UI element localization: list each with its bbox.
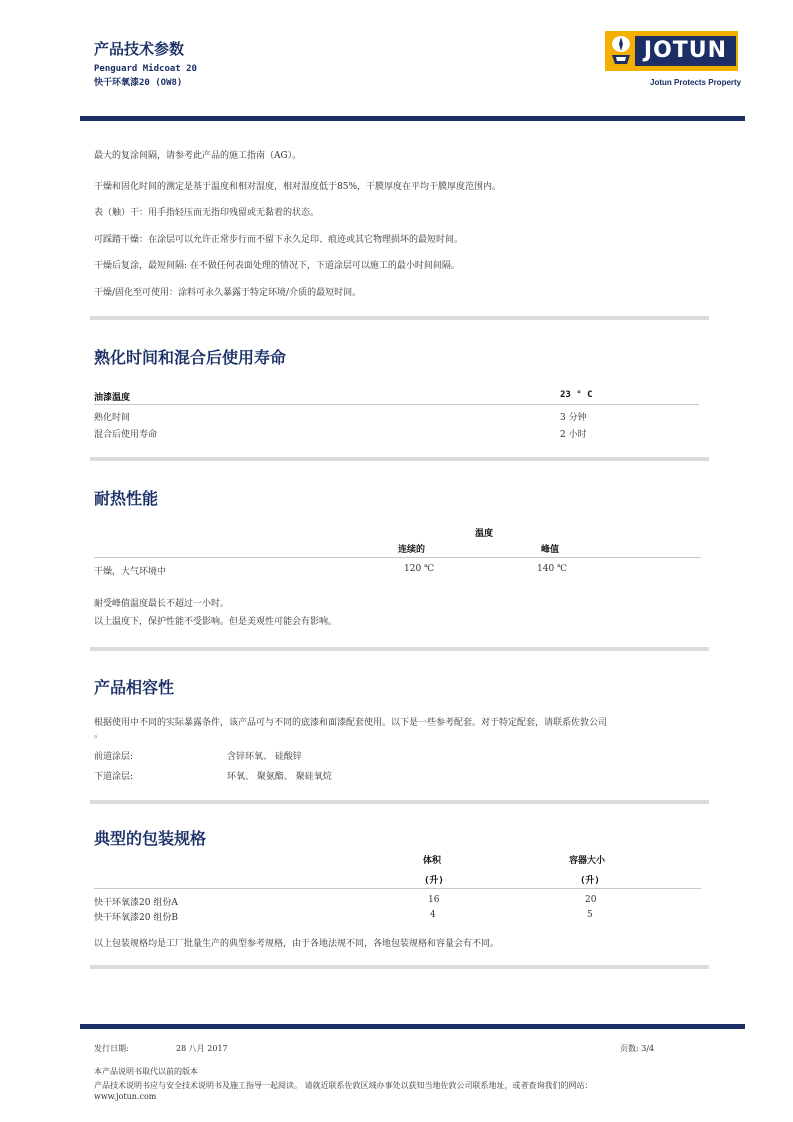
header-divider — [80, 116, 745, 121]
product-name-cn: 快干环氧漆20 (OW8) — [94, 78, 183, 88]
section-separator — [90, 800, 709, 804]
section-title-packaging: 典型的包装规格 — [94, 829, 207, 848]
logo-tagline: Jotun Protects Property — [650, 78, 742, 87]
compat-label-next: 下道涂层: — [94, 772, 134, 782]
table-row-label: 熟化时间 — [94, 413, 131, 423]
table-row-label: 干燥，大气环境中 — [94, 567, 167, 577]
table-header-container: 容器大小 — [569, 856, 606, 866]
compat-intro: 根据使用中不同的实际暴露条件，该产品可与不同的底漆和面漆配套使用。以下是一些参考配套。对于特定配套，请联系佐敦公司 — [94, 718, 608, 728]
document-title: 产品技术参数 — [94, 40, 185, 58]
footer-line: 产品技术说明书应与安全技术说明书及施工指导一起阅读。 请就近联系佐敦区域办事处以获知当地佐敦公司联系地址，或者查询我们的网站： — [94, 1081, 593, 1090]
page-number: 页数: 3/4 — [620, 1044, 655, 1053]
section-title-heat: 耐热性能 — [94, 489, 159, 508]
section-separator — [90, 457, 709, 461]
table-row-value: 3 分钟 — [560, 413, 587, 423]
compat-label-previous: 前道涂层: — [94, 752, 134, 762]
footer-line: 本产品说明书取代以前的版本 — [94, 1067, 198, 1076]
heat-note: 耐受峰值温度最长不超过一小时。 — [94, 599, 230, 609]
issue-date-label: 发行日期: — [94, 1044, 129, 1053]
table-header-peak: 峰值 — [541, 545, 560, 555]
section-separator — [90, 647, 709, 651]
section-title-compat: 产品相容性 — [94, 678, 175, 697]
product-name-en: Penguard Midcoat 20 — [94, 64, 197, 74]
compat-intro-cont: 。 — [94, 730, 104, 740]
website-link[interactable]: www.jotun.com — [94, 1092, 157, 1101]
intro-paragraph: 干燥后复涂，最短间隔: 在不做任何表面处理的情况下，下道涂层可以施工的最小时间间隔。 — [94, 261, 460, 271]
table-header-temperature: 油漆温度 — [94, 393, 131, 403]
intro-paragraph: 干燥/固化至可使用：涂料可永久暴露于特定环境/介质的最短时间。 — [94, 288, 362, 298]
table-header-volume-unit: (升) — [424, 876, 444, 886]
section-separator — [90, 965, 709, 969]
compat-value-previous: 含锌环氧、 硅酸锌 — [227, 752, 302, 762]
intro-paragraph: 表（触）干：用手指轻压而无指印残留或无黏着的状态。 — [94, 208, 320, 218]
table-header-container-unit: (升) — [580, 876, 600, 886]
footer-divider — [80, 1024, 745, 1029]
table-group-header: 温度 — [475, 529, 494, 539]
jotun-logo — [605, 31, 738, 73]
table-cell-peak: 140 ℃ — [537, 564, 568, 574]
logo-wordmark: JOTUN — [635, 36, 736, 66]
section-title-induction: 熟化时间和混合后使用寿命 — [94, 348, 287, 367]
packaging-note: 以上包装规格均是工厂批量生产的典型参考规格，由于各地法规不同，各地包装规格和容量会有不同。 — [94, 939, 500, 949]
table-cell-volume: 16 — [428, 895, 440, 905]
table-rule — [94, 557, 701, 558]
table-header-volume: 体积 — [423, 856, 442, 866]
table-row-label: 混合后使用寿命 — [94, 430, 158, 440]
section-separator — [90, 316, 709, 320]
intro-paragraph: 最大的复涂间隔，请参考此产品的施工指南（AG）。 — [94, 151, 302, 161]
table-row-value: 2 小时 — [560, 430, 587, 440]
issue-date: 28 八月 2017 — [176, 1044, 228, 1053]
table-cell-container: 20 — [585, 895, 597, 905]
table-cell-container: 5 — [587, 910, 593, 920]
table-rule — [94, 888, 701, 889]
table-cell-continuous: 120 ℃ — [404, 564, 435, 574]
intro-paragraph: 干燥和固化时间的测定是基于温度和相对湿度，相对湿度低于85%，干膜厚度在平均干膜厚度范围内。 — [94, 182, 502, 192]
ship-emblem-icon — [608, 33, 634, 69]
table-header-value: 23 ° C — [560, 390, 593, 400]
heat-note: 以上温度下，保护性能不受影响。但是美观性可能会有影响。 — [94, 617, 338, 627]
intro-paragraph: 可踩踏干燥：在涂层可以允许正常步行而不留下永久足印、痕迹或其它物理损坏的最短时间。 — [94, 235, 464, 245]
table-cell-volume: 4 — [430, 910, 436, 920]
table-row-label: 快干环氧漆20 组份A — [94, 898, 178, 908]
compat-value-next: 环氧、 聚氨酯、 聚硅氧烷 — [227, 772, 332, 782]
table-header-continuous: 连续的 — [398, 545, 426, 555]
table-row-label: 快干环氧漆20 组份B — [94, 913, 178, 923]
table-rule — [94, 404, 699, 405]
